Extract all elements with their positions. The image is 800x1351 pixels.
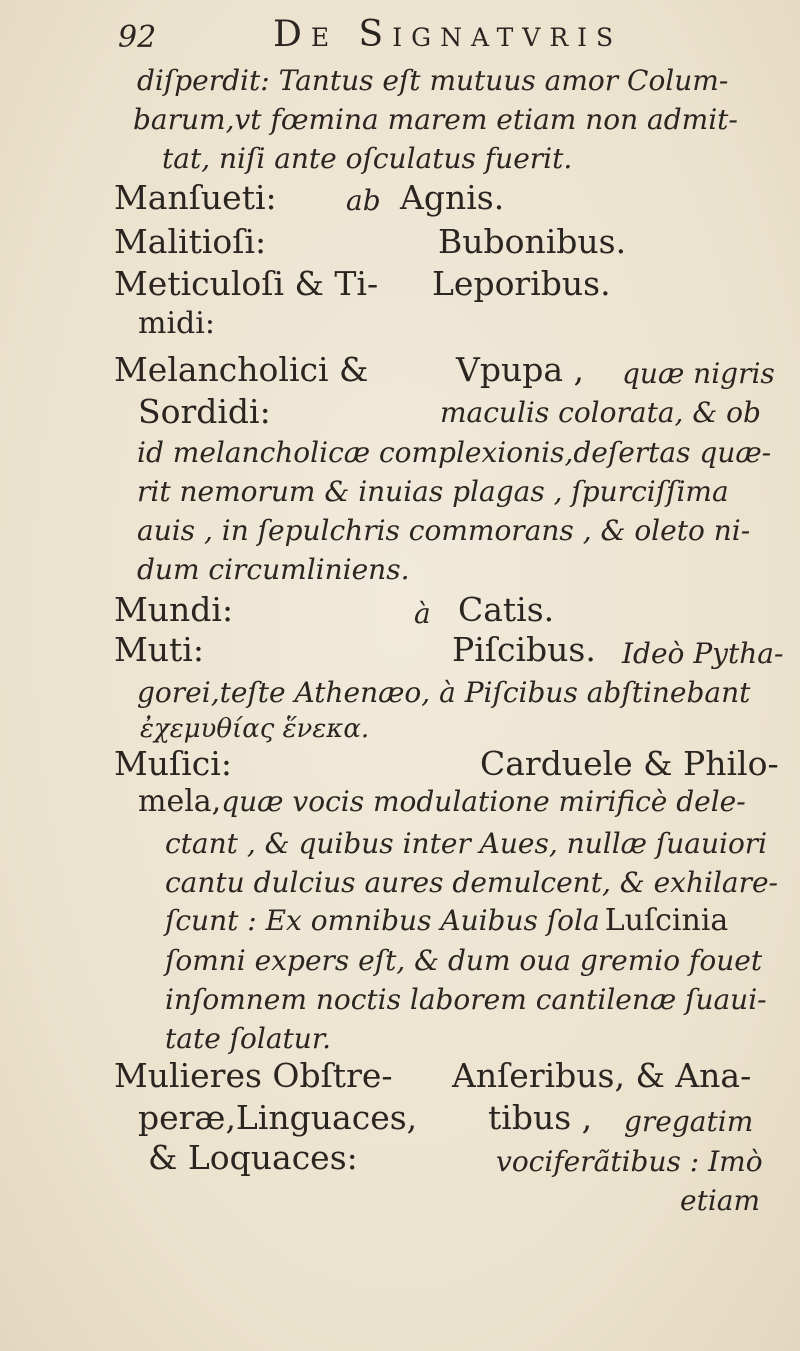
entry-description: Ideò Pytha-	[622, 637, 784, 670]
entry-description-name: Luſcinia	[604, 903, 729, 938]
entry-description: inſomnem noctis laborem cantilenæ ſuaui-	[165, 983, 767, 1016]
entry-source: Leporibus.	[432, 264, 611, 303]
entry-term: Muſici:	[114, 744, 232, 783]
entry-description: quæ nigris	[622, 357, 775, 390]
entry-source: Bubonibus.	[438, 222, 627, 261]
entry-term: Malitioſi:	[114, 222, 267, 261]
entry-source: Agnis.	[400, 178, 505, 217]
entry-description: ſomni expers eſt, & dum oua gremio fouet	[165, 944, 763, 977]
intro-line: tat, niſi ante oſculatus fuerit.	[162, 142, 573, 175]
entry-description: vociferãtibus : Imò	[496, 1145, 763, 1178]
entry-description: dum circumliniens.	[137, 553, 410, 586]
entry-term: Muti:	[114, 630, 204, 669]
entry-description: rit nemorum & inuias plagas , ſpurciſſima	[137, 475, 729, 508]
entry-term: Meticuloſi & Ti-	[114, 264, 379, 303]
entry-description: ſcunt : Ex omnibus Auibus ſola	[165, 904, 600, 937]
entry-term: midi:	[138, 306, 215, 341]
intro-line: barum,vt fœmina marem etiam non admit-	[133, 103, 738, 136]
entry-source: Carduele & Philo-	[480, 744, 779, 783]
entry-term: peræ,Linguaces,	[138, 1098, 418, 1137]
entry-term: & Loquaces:	[148, 1138, 358, 1177]
page-number: 92	[118, 20, 157, 55]
page-header	[118, 14, 758, 64]
intro-line: diſperdit: Tantus eſt mutuus amor Colum-	[137, 64, 729, 97]
entry-description: gregatim	[624, 1105, 754, 1138]
entry-description: tate ſolatur.	[165, 1022, 332, 1055]
entry-description: cantu dulcius aures demulcent, & exhilare-	[165, 866, 779, 899]
entry-term: Mulieres Obſtre-	[114, 1056, 393, 1095]
entry-description: maculis colorata, & ob	[440, 396, 761, 429]
entry-term: Mundi:	[114, 590, 234, 629]
entry-term: Melancholici &	[114, 350, 369, 389]
entry-prep: ab	[346, 184, 381, 217]
entry-description: id melancholicæ complexionis,deſertas quæ-	[137, 436, 772, 469]
entry-line	[138, 784, 746, 819]
entry-source: Piſcibus.	[452, 630, 596, 669]
entry-prep: à	[414, 597, 431, 630]
entry-source: tibus ,	[488, 1098, 593, 1137]
entry-source: Vpupa ,	[456, 350, 584, 389]
entry-description: auis , in ſepulchris commorans , & oleto ni-	[137, 514, 751, 547]
entry-description: etiam	[680, 1184, 761, 1217]
entry-description-greek: ἐχεμυθίας ἕνεκα.	[140, 714, 370, 744]
entry-description: quæ vocis modulatione mirificè dele-	[221, 785, 746, 818]
running-head: De Signatvris	[273, 14, 623, 55]
entry-source: Catis.	[458, 590, 555, 629]
entry-source: mela,	[138, 784, 222, 819]
entry-term: Manſueti:	[114, 178, 277, 217]
entry-line	[165, 903, 728, 938]
entry-source: Anſeribus, & Ana-	[452, 1056, 752, 1095]
entry-description: gorei,teſte Athenæo, à Piſcibus abſtinebant	[137, 676, 751, 709]
entry-term: Sordidi:	[138, 392, 271, 431]
entry-description: ctant , & quibus inter Aues, nullæ ſuauiori	[165, 827, 768, 860]
